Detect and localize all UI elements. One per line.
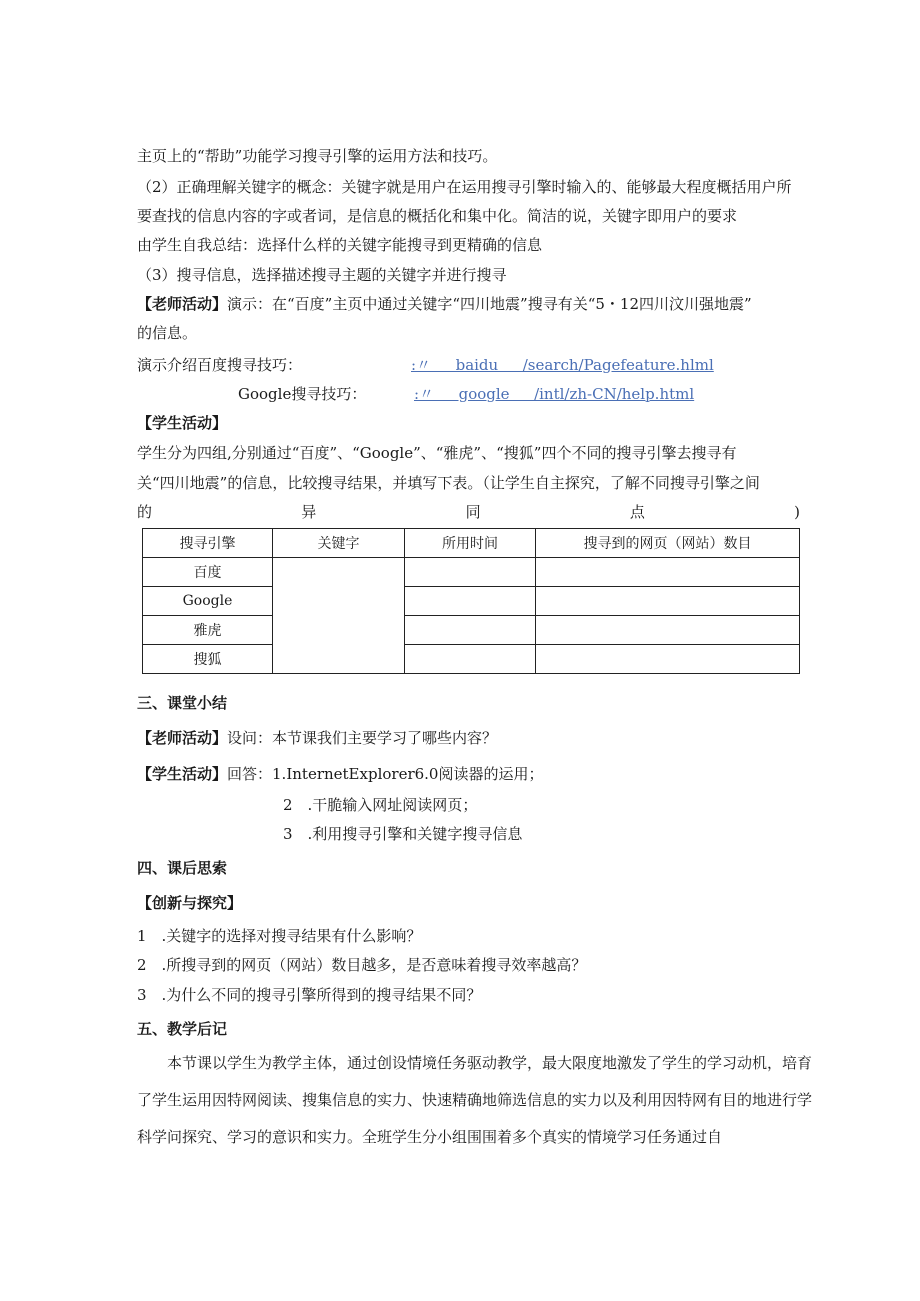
table-header-row	[143, 529, 800, 558]
keyword-cell[interactable]	[273, 558, 405, 674]
engine-cell: 搜狐	[143, 645, 273, 674]
spread-char: 同	[465, 503, 481, 521]
text-line: 要查找的信息内容的字或者词，是信息的概括化和集中化。简洁的说，关键字即用户的要求	[137, 207, 738, 225]
comparison-table	[142, 528, 800, 674]
section-heading: 三、课堂小结	[137, 694, 228, 712]
table-row	[143, 616, 800, 645]
teacher-activity-tag: 【老师活动】	[137, 729, 228, 747]
time-cell[interactable]	[405, 645, 536, 674]
engine-cell: 百度	[143, 558, 273, 587]
text-line: 演示介绍百度搜寻技巧：	[137, 356, 303, 374]
text-line	[137, 764, 543, 784]
section-heading: 五、教学后记	[137, 1020, 228, 1038]
table-header: 搜寻到的网页（网站）数目	[536, 529, 800, 558]
student-activity-tag: 【学生活动】	[137, 414, 228, 432]
spread-char: 的	[137, 503, 153, 521]
engine-cell: Google	[143, 587, 273, 616]
text-line: 的信息。	[137, 324, 198, 342]
postscript-paragraph: 本节课以学生为教学主体，通过创设情境任务驱动教学，最大限度地激发了学生的学习动机，培育了学生运用因特网阅读、搜集信息的实力、快速精确地筛选信息的实力以及利用因特网有目的地进行学科学问探究、学习的意识和实力。全班学生分小组围围着多个真实的情境学习任务通过自	[137, 1054, 813, 1146]
summary-question: 设问：本节课我们主要学习了哪些内容？	[227, 729, 498, 747]
table-header: 搜寻引擎	[143, 529, 273, 558]
spread-char: 异	[301, 503, 317, 521]
question-item: 2 .所搜寻到的网页（网站）数目越多，是否意味着搜寻效率越高？	[137, 956, 587, 974]
innovation-tag: 【创新与探究】	[137, 894, 243, 912]
question-item: 1 .关键字的选择对搜寻结果有什么影响？	[137, 927, 422, 945]
table-row	[143, 587, 800, 616]
text-line: 学生分为四组,分别通过“百度”、“Google”、“雅虎”、“搜狐”四个不同的搜寻引擎去搜寻有	[137, 444, 737, 462]
question-item: 3 .为什么不同的搜寻引擎所得到的搜寻结果不同？	[137, 986, 482, 1004]
text-line: Google搜寻技巧：	[238, 385, 367, 403]
table-header: 关键字	[273, 529, 405, 558]
table-header: 所用时间	[405, 529, 536, 558]
text-line: 由学生自我总结：选择什么样的关键字能搜寻到更精确的信息	[137, 236, 543, 254]
text-line	[137, 728, 497, 748]
time-cell[interactable]	[405, 616, 536, 645]
demo-text: 演示：在“百度”主页中通过关键字“四川地震”搜寻有关“5・12四川汶川强地震”	[227, 295, 752, 313]
spread-char: 点	[629, 503, 645, 521]
baidu-help-link[interactable]: :〃 baidu /search/Pagefeature.hlml	[411, 356, 714, 374]
summary-item: 2 .干脆输入网址阅读网页；	[283, 796, 478, 814]
engine-cell: 雅虎	[143, 616, 273, 645]
spread-char: )	[794, 503, 800, 521]
count-cell[interactable]	[536, 645, 800, 674]
text-line: （3）搜寻信息，选择描述搜寻主题的关键字并进行搜寻	[137, 266, 507, 284]
count-cell[interactable]	[536, 587, 800, 616]
table-row	[143, 645, 800, 674]
summary-answer: 回答：1.InternetExplorer6.0阅读器的运用；	[227, 765, 544, 783]
time-cell[interactable]	[405, 587, 536, 616]
section-heading: 四、课后思索	[137, 859, 228, 877]
text-line-spread	[137, 502, 800, 522]
text-line: （2）正确理解关键字的概念：关键字就是用户在运用搜寻引擎时输入的、能够最大程度概括用户所	[137, 178, 792, 196]
text-line	[137, 294, 752, 314]
table-row	[143, 558, 800, 587]
teacher-activity-tag: 【老师活动】	[137, 295, 228, 313]
student-activity-tag: 【学生活动】	[137, 765, 228, 783]
count-cell[interactable]	[536, 558, 800, 587]
count-cell[interactable]	[536, 616, 800, 645]
time-cell[interactable]	[405, 558, 536, 587]
summary-item: 3 .利用搜寻引擎和关键字搜寻信息	[283, 825, 523, 843]
google-help-link[interactable]: :〃 google /intl/zh-CN/help.html	[414, 385, 695, 403]
text-line: 关“四川地震”的信息，比较搜寻结果，并填写下表。（让学生自主探究，了解不同搜寻引擎之间	[137, 474, 760, 492]
text-line: 主页上的“帮助”功能学习搜寻引擎的运用方法和技巧。	[137, 147, 498, 165]
